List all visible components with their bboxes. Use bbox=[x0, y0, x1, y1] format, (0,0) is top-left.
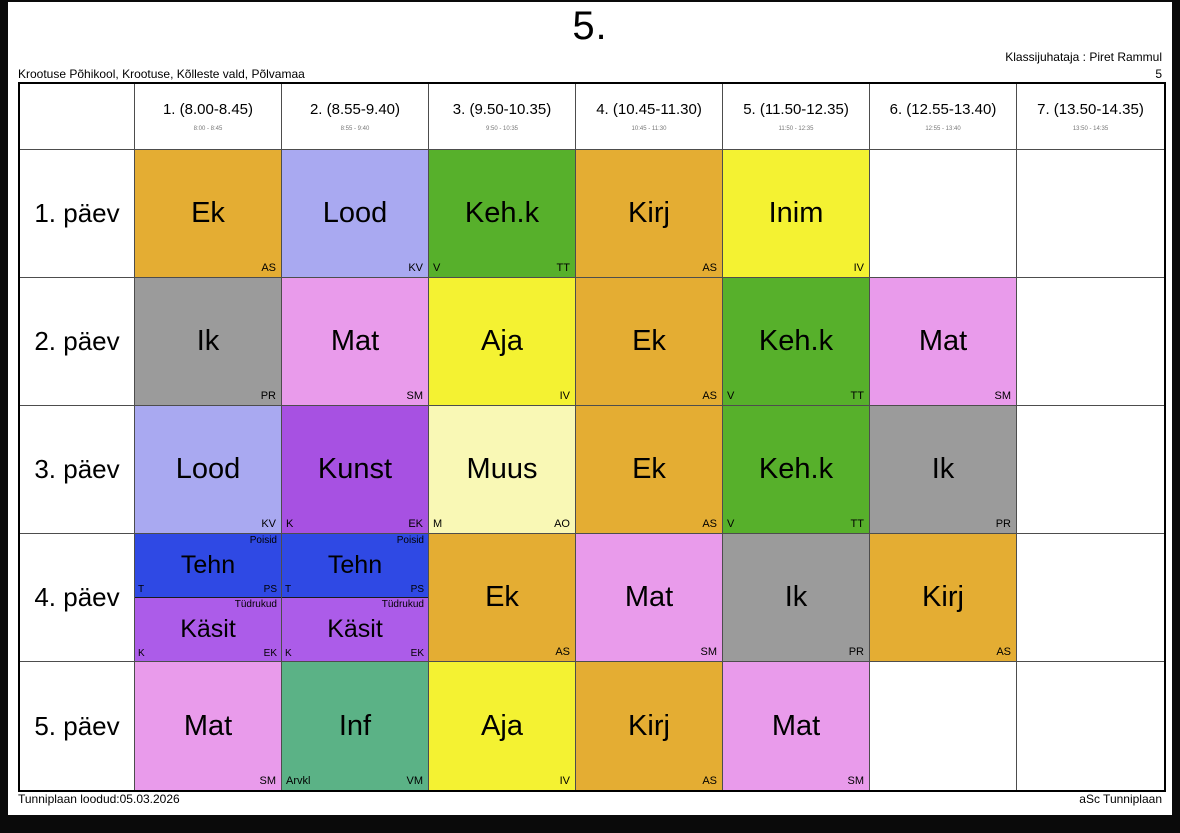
subheader-rule bbox=[18, 64, 1162, 83]
teacher-code-right: VM bbox=[406, 775, 423, 787]
lesson-cell bbox=[870, 278, 1017, 406]
teacher-code-right: KV bbox=[408, 262, 423, 274]
teacher-code-right: SM bbox=[406, 390, 423, 402]
created-date: Tunniplaan loodud:05.03.2026 bbox=[18, 792, 180, 806]
subject-name: Kunst bbox=[317, 453, 393, 485]
period-time: 8:00 - 8:45 bbox=[193, 126, 223, 132]
teacher-code-left: M bbox=[433, 518, 443, 530]
subject-name: Keh.k bbox=[758, 325, 834, 357]
teacher-code-right: PS bbox=[410, 584, 424, 595]
teacher-code-left: Arvkl bbox=[286, 775, 311, 787]
subject-name: Mat bbox=[771, 709, 821, 742]
teacher-code-right: IV bbox=[853, 262, 864, 274]
school-name: Krootuse Põhikool, Krootuse, Kõlleste vald, Põlvamaa bbox=[18, 67, 305, 81]
lesson-cell bbox=[723, 534, 870, 662]
day-label-text: 4. päev bbox=[34, 582, 120, 612]
period-header bbox=[870, 84, 1017, 150]
timetable-grid bbox=[18, 82, 1166, 792]
lesson-cell bbox=[870, 406, 1017, 534]
teacher-code-right: AS bbox=[261, 262, 276, 274]
period-time: 12:55 - 13:40 bbox=[925, 126, 961, 132]
subject-name: Ik bbox=[931, 453, 955, 485]
period-header bbox=[576, 84, 723, 150]
subject-name: Ik bbox=[196, 325, 220, 357]
lesson-cell bbox=[135, 150, 282, 278]
lesson-cell bbox=[576, 278, 723, 406]
teacher-code-right: KV bbox=[261, 518, 276, 530]
period-header bbox=[282, 84, 429, 150]
lesson-cell-split bbox=[282, 534, 429, 662]
teacher-code-right: TT bbox=[850, 518, 864, 530]
day-label bbox=[20, 278, 135, 406]
teacher-code-left: T bbox=[138, 584, 145, 595]
lesson-half bbox=[282, 534, 428, 598]
subject-name: Kirj bbox=[628, 709, 670, 742]
teacher-code-right: SM bbox=[700, 646, 717, 658]
subject-name: Tehn bbox=[180, 551, 236, 579]
period-label: 5. (11.50-12.35) bbox=[743, 101, 849, 118]
empty-cell bbox=[1017, 278, 1164, 406]
teacher-code-right: AS bbox=[702, 518, 717, 530]
lesson-cell bbox=[723, 406, 870, 534]
empty-cell bbox=[1017, 150, 1164, 278]
teacher-code-right: PR bbox=[260, 390, 276, 402]
lesson-cell bbox=[282, 278, 429, 406]
subject-name: Ek bbox=[632, 453, 666, 485]
period-time: 10:45 - 11:30 bbox=[631, 126, 667, 132]
subject-name: Ek bbox=[485, 581, 519, 613]
lesson-cell bbox=[870, 534, 1017, 662]
period-header bbox=[1017, 84, 1164, 150]
teacher-code-right: SM bbox=[994, 390, 1011, 402]
lesson-cell bbox=[282, 662, 429, 790]
day-label-text: 3. päev bbox=[34, 454, 120, 484]
day-label bbox=[20, 150, 135, 278]
subject-name: Mat bbox=[624, 581, 674, 613]
group-label: Poisid bbox=[249, 535, 277, 546]
teacher-code-right: PR bbox=[995, 518, 1011, 530]
teacher-code-right: EK bbox=[408, 518, 423, 530]
class-teacher-label: Klassijuhataja : Piret Rammul bbox=[1005, 50, 1162, 64]
subject-name: Mat bbox=[918, 325, 968, 357]
lesson-cell bbox=[429, 662, 576, 790]
subject-name: Keh.k bbox=[464, 197, 540, 229]
page-title: 5. bbox=[572, 4, 608, 48]
subject-name: Ek bbox=[191, 197, 225, 229]
period-time: 8:55 - 9:40 bbox=[340, 126, 370, 132]
lesson-half bbox=[135, 534, 281, 598]
period-label: 4. (10.45-11.30) bbox=[596, 101, 702, 118]
empty-cell bbox=[870, 662, 1017, 790]
subject-name: Käsit bbox=[327, 615, 383, 643]
empty-cell bbox=[1017, 662, 1164, 790]
subject-name: Mat bbox=[330, 325, 380, 357]
subject-name: Muus bbox=[466, 453, 538, 485]
teacher-code-right: AS bbox=[702, 775, 717, 787]
period-time: 9:50 - 10:35 bbox=[485, 126, 519, 132]
teacher-code-right: AS bbox=[555, 646, 570, 658]
period-header bbox=[135, 84, 282, 150]
day-label-text: 1. päev bbox=[34, 198, 120, 228]
period-label: 1. (8.00-8.45) bbox=[162, 101, 254, 118]
teacher-code-right: IV bbox=[559, 390, 570, 402]
teacher-code-left: K bbox=[138, 648, 145, 659]
day-label-text: 5. päev bbox=[34, 710, 120, 741]
empty-cell bbox=[1017, 534, 1164, 662]
lesson-half bbox=[282, 598, 428, 661]
subject-name: Tehn bbox=[327, 551, 383, 579]
teacher-code-right: PR bbox=[848, 646, 864, 658]
teacher-code-right: SM bbox=[847, 775, 864, 787]
subject-name: Lood bbox=[175, 453, 241, 485]
lesson-cell bbox=[282, 150, 429, 278]
lesson-cell bbox=[576, 534, 723, 662]
lesson-cell bbox=[723, 150, 870, 278]
lesson-half bbox=[135, 598, 281, 661]
teacher-code-right: TT bbox=[850, 390, 864, 402]
lesson-cell bbox=[576, 662, 723, 790]
period-header bbox=[429, 84, 576, 150]
lesson-cell-split bbox=[135, 534, 282, 662]
subject-name: Lood bbox=[322, 197, 388, 229]
timetable-page bbox=[8, 2, 1172, 815]
period-label: 2. (8.55-9.40) bbox=[309, 101, 401, 118]
lesson-cell bbox=[576, 150, 723, 278]
empty-cell bbox=[1017, 406, 1164, 534]
subject-name: Inf bbox=[338, 709, 372, 742]
period-time: 11:50 - 12:35 bbox=[778, 126, 814, 132]
lesson-cell bbox=[135, 406, 282, 534]
period-label: 6. (12.55-13.40) bbox=[889, 101, 997, 118]
period-label: 3. (9.50-10.35) bbox=[452, 101, 552, 118]
teacher-code-right: AO bbox=[554, 518, 570, 530]
day-label bbox=[20, 662, 135, 790]
day-label-text: 2. päev bbox=[34, 326, 120, 356]
lesson-cell bbox=[576, 406, 723, 534]
teacher-code-left: V bbox=[433, 262, 441, 274]
teacher-code-right: EK bbox=[410, 648, 424, 659]
lesson-cell bbox=[723, 278, 870, 406]
lesson-cell bbox=[429, 278, 576, 406]
lesson-cell bbox=[723, 662, 870, 790]
teacher-code-right: AS bbox=[702, 390, 717, 402]
period-label: 7. (13.50-14.35) bbox=[1037, 101, 1144, 118]
subject-name: Keh.k bbox=[758, 453, 834, 485]
teacher-code-right: PS bbox=[263, 584, 277, 595]
subject-name: Ek bbox=[632, 325, 666, 357]
subject-name: Aja bbox=[481, 325, 523, 357]
subject-name: Mat bbox=[183, 709, 233, 742]
teacher-code-left: V bbox=[727, 518, 735, 530]
group-label: Poisid bbox=[396, 535, 424, 546]
teacher-code-left: T bbox=[285, 584, 292, 595]
day-label bbox=[20, 534, 135, 662]
teacher-code-left: K bbox=[285, 648, 292, 659]
lesson-cell bbox=[429, 406, 576, 534]
asc-brand: aSc Tunniplaan bbox=[1079, 792, 1162, 806]
empty-cell bbox=[870, 150, 1017, 278]
teacher-code-left: K bbox=[286, 518, 294, 530]
corner-cell bbox=[20, 84, 135, 150]
teacher-code-right: IV bbox=[559, 775, 570, 787]
subject-name: Kirj bbox=[922, 581, 964, 613]
lesson-cell bbox=[135, 662, 282, 790]
subject-name: Aja bbox=[481, 709, 523, 742]
teacher-code-right: EK bbox=[263, 648, 277, 659]
subject-name: Käsit bbox=[180, 615, 236, 643]
period-time: 13:50 - 14:35 bbox=[1072, 126, 1109, 132]
class-number: 5 bbox=[1155, 67, 1162, 81]
teacher-code-right: SM bbox=[259, 775, 276, 787]
lesson-cell bbox=[429, 534, 576, 662]
group-label: Tüdrukud bbox=[234, 599, 277, 610]
subject-name: Inim bbox=[768, 197, 824, 229]
day-label bbox=[20, 406, 135, 534]
teacher-code-right: AS bbox=[996, 646, 1011, 658]
subject-name: Ik bbox=[784, 581, 808, 613]
group-label: Tüdrukud bbox=[381, 599, 424, 610]
period-header bbox=[723, 84, 870, 150]
teacher-code-right: AS bbox=[702, 262, 717, 274]
teacher-code-left: V bbox=[727, 390, 735, 402]
teacher-code-right: TT bbox=[556, 262, 570, 274]
lesson-cell bbox=[282, 406, 429, 534]
footer bbox=[18, 792, 1162, 806]
subject-name: Kirj bbox=[628, 197, 670, 229]
lesson-cell bbox=[135, 278, 282, 406]
lesson-cell bbox=[429, 150, 576, 278]
